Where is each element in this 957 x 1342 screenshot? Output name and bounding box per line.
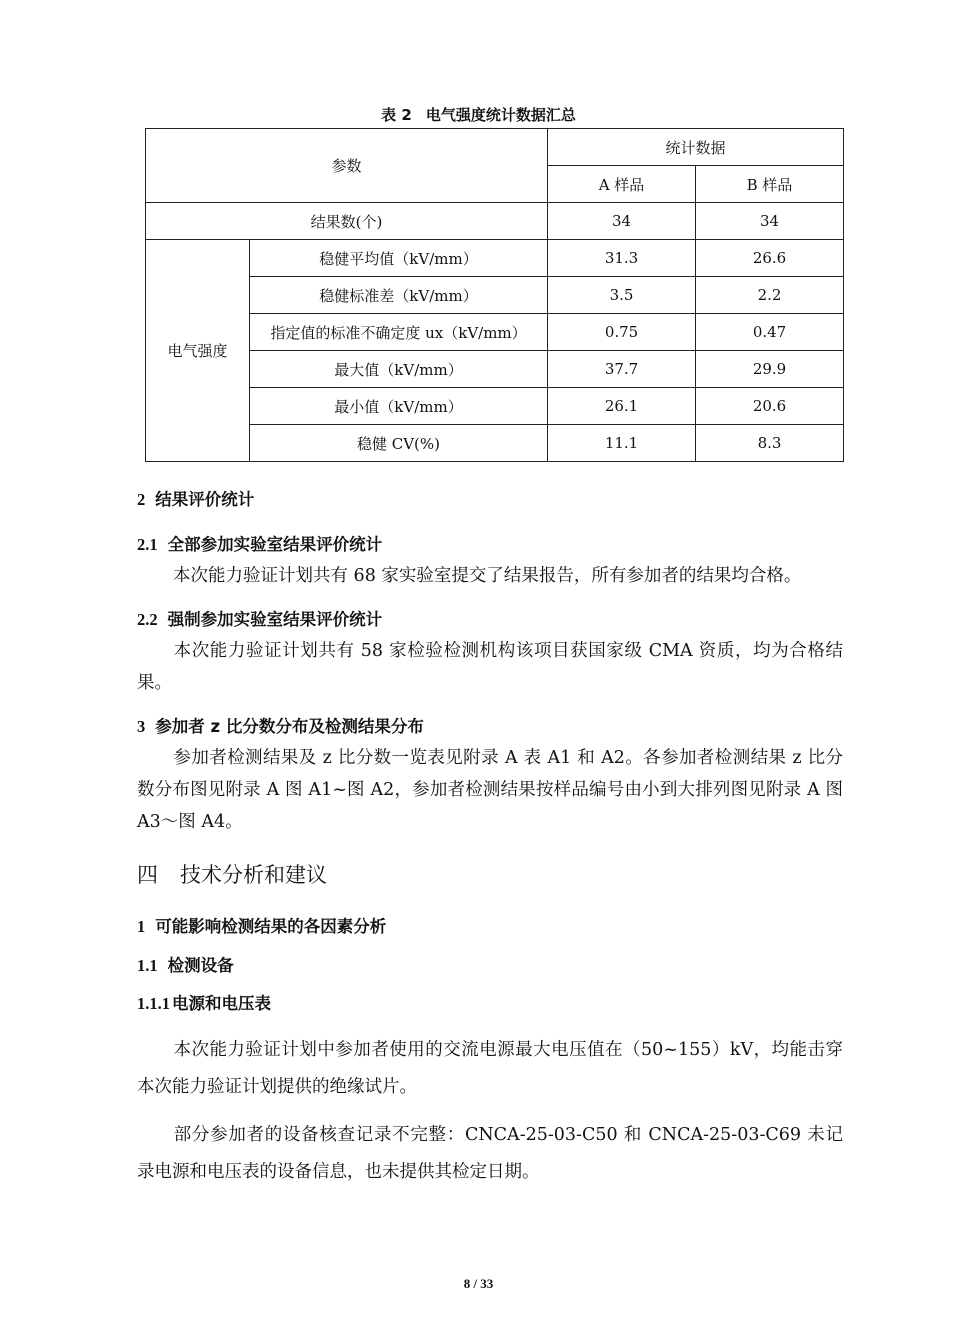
cell-b: 34 xyxy=(696,203,844,240)
heading-number: 2 xyxy=(137,490,146,509)
cell-a: 3.5 xyxy=(548,277,696,314)
cell-label: 结果数(个) xyxy=(146,203,548,240)
table-row xyxy=(146,388,844,425)
paragraph-text: 参加者检测结果及 z 比分数一览表见附录 A 表 A1 和 A2。各参加者检测结果 z 比分数分布图见附录 A 图 A1~图 A2，参加者检测结果按样品编号由小到大排列图见附录 A 图 A3～图 A4。 xyxy=(137,748,843,832)
section-heading-3 xyxy=(137,713,424,737)
heading-number: 2.2 xyxy=(137,610,158,629)
heading-title: 可能影响检测结果的各因素分析 xyxy=(155,917,387,936)
heading-number: 1 xyxy=(137,917,146,936)
header-sample-b: B 样品 xyxy=(696,166,844,203)
table-row xyxy=(146,240,844,277)
paragraph xyxy=(137,742,843,838)
section-heading-2-2 xyxy=(137,606,382,630)
cell-a: 11.1 xyxy=(548,425,696,462)
paragraph-text: 本次能力验证计划中参加者使用的交流电源最大电压值在（50~155）kV，均能击穿本次能力验证计划提供的绝缘试片。 xyxy=(137,1040,843,1097)
cell-b: 29.9 xyxy=(696,351,844,388)
cell-label: 最小值（kV/mm） xyxy=(250,388,548,425)
heading-title: 全部参加实验室结果评价统计 xyxy=(167,535,383,554)
header-stats: 统计数据 xyxy=(548,129,844,166)
heading-title: 技术分析和建议 xyxy=(180,863,327,887)
paragraph xyxy=(137,635,843,699)
cell-b: 26.6 xyxy=(696,240,844,277)
table-row xyxy=(146,203,844,240)
table-row xyxy=(146,425,844,462)
table-header-row xyxy=(146,129,844,166)
cell-b: 20.6 xyxy=(696,388,844,425)
paragraph-text: 本次能力验证计划共有 58 家检验检测机构该项目获国家级 CMA 资质，均为合格结果。 xyxy=(137,641,843,693)
page-number: 8 / 33 xyxy=(463,1276,494,1291)
heading-title: 参加者 z 比分数分布及检测结果分布 xyxy=(155,717,424,736)
group-label: 电气强度 xyxy=(146,240,250,462)
heading-number: 1.1.1 xyxy=(137,994,170,1013)
cell-a: 31.3 xyxy=(548,240,696,277)
cell-label: 最大值（kV/mm） xyxy=(250,351,548,388)
table-caption xyxy=(0,104,957,125)
cell-b: 0.47 xyxy=(696,314,844,351)
chapter-heading-4 xyxy=(137,859,327,889)
heading-number: 2.1 xyxy=(137,535,158,554)
statistics-table xyxy=(145,128,844,462)
cell-label: 指定值的标准不确定度 ux（kV/mm） xyxy=(250,314,548,351)
heading-number: 3 xyxy=(137,717,146,736)
cell-a: 34 xyxy=(548,203,696,240)
cell-label: 稳健标准差（kV/mm） xyxy=(250,277,548,314)
heading-title: 强制参加实验室结果评价统计 xyxy=(167,610,383,629)
heading-number: 四 xyxy=(137,863,158,887)
table-caption-number: 表 2 xyxy=(381,106,412,124)
cell-a: 37.7 xyxy=(548,351,696,388)
section-heading-2-1 xyxy=(137,531,382,555)
heading-title: 电源和电压表 xyxy=(172,994,271,1013)
section-heading-2 xyxy=(137,486,254,510)
section-heading-4-1-1 xyxy=(137,952,234,976)
cell-a: 0.75 xyxy=(548,314,696,351)
table-row xyxy=(146,351,844,388)
paragraph xyxy=(137,560,843,592)
section-heading-4-1-1-1 xyxy=(137,990,271,1014)
cell-a: 26.1 xyxy=(548,388,696,425)
table-row xyxy=(146,314,844,351)
paragraph-text: 部分参加者的设备核查记录不完整：CNCA-25-03-C50 和 CNCA-25-03-C69 未记录电源和电压表的设备信息，也未提供其检定日期。 xyxy=(137,1125,843,1182)
heading-title: 检测设备 xyxy=(167,956,234,975)
cell-b: 8.3 xyxy=(696,425,844,462)
table-caption-title: 电气强度统计数据汇总 xyxy=(425,106,576,124)
cell-label: 稳健平均值（kV/mm） xyxy=(250,240,548,277)
paragraph xyxy=(137,1117,843,1191)
cell-label: 稳健 CV(%) xyxy=(250,425,548,462)
heading-number: 1.1 xyxy=(137,956,158,975)
heading-title: 结果评价统计 xyxy=(155,490,255,509)
cell-b: 2.2 xyxy=(696,277,844,314)
header-sample-a: A 样品 xyxy=(548,166,696,203)
paragraph-text: 本次能力验证计划共有 68 家实验室提交了结果报告，所有参加者的结果均合格。 xyxy=(173,566,802,586)
section-heading-4-1 xyxy=(137,913,386,937)
header-param: 参数 xyxy=(146,129,548,203)
paragraph xyxy=(137,1032,843,1106)
table-row xyxy=(146,277,844,314)
